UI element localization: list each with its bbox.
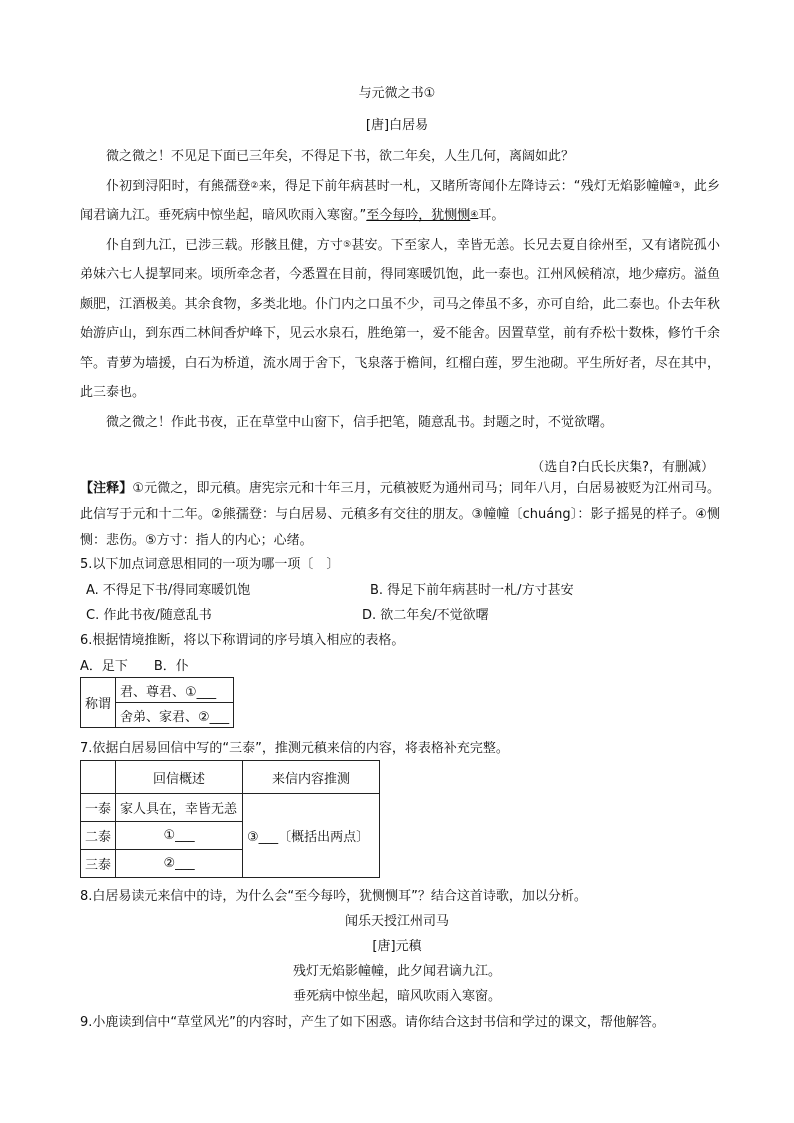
q7-header-inference: 来信内容推测 [243,761,380,794]
p3-text-b: 甚安。下至家人，幸皆无恙。长兄去夏自徐州至，又有诸院孤小弟妹六七人提挈同来。顷所牵念者，今悉置在目前，得同寒暖饥饱，此一泰也。江州风候稍凉，地少瘴疠。溢鱼颇肥，江酒极美。其余食物，多类北地。仆门内之口虽不少，司马之俸虽不多，亦可自给，此二泰也。仆去年秋始游庐山，到东西二林间香炉峰下，见云水泉石，胜绝第一，爱不能舍。因置草堂，前有乔松十数株，修竹千余竿。青萝为墙援，白石为桥道，流水周于舍下，飞泉落于檐间，红榴白莲，罗生池砌。平生所好者，尽在其中，此三泰也。 [80,237,720,400]
q7-header-blank [81,761,116,794]
poem-author: [唐]元稹 [372,939,422,954]
notes-block [80,476,720,554]
q9-stem: 9.小鹿读到信中“草堂风光”的内容时，产生了如下困惑。请你结合这封书信和学过的课文，帮他解答。 [80,1015,665,1030]
q6-table [80,677,234,728]
q7-header-summary: 回信概述 [116,761,243,794]
q7-row-2-label: 二泰 [81,822,116,850]
note-marker-2: ② [250,180,259,191]
q6-row-1: 君、尊君、①___ [116,678,234,703]
underlined-phrase: 至今每吟，犹恻恻 [366,208,471,223]
note-marker-4: ④ [470,210,479,220]
p2-text-b: 来，得足下前年病甚时一札，又睹所寄闻仆左降诗云：“残灯无焰影幢幢 [258,178,673,194]
q5-option-d: D. 欲二年矣/不觉欲曙 [362,608,489,623]
q5-option-a: A. 不得足下书/得同寒暖饥饱 [86,583,251,598]
q5-option-b: B. 得足下前年病甚时一札/方寸甚安 [370,583,574,598]
poem-line-2: 垂死病中惊坐起，暗风吹雨入寒窗。 [292,989,501,1004]
poem-title: 闻乐天授江州司马 [344,914,449,929]
q6-row-2: 舍弟、家君、②___ [116,703,234,728]
notes-label: 【注释】 [80,481,133,496]
p3-text-a: 仆自到九江，已涉三载。形骸且健，方寸 [106,237,344,253]
q7-row-2-value: ①___ [116,822,243,850]
note-marker-3: ③ [672,180,681,191]
paragraph-1: 微之微之！不见足下面已三年矣，不得足下书，欲二年矣，人生几何，离阔如此？ [106,149,575,164]
q7-row-3-value: ②___ [116,850,243,878]
q6-stem: 6.根据情境推断，将以下称谓词的序号填入相应的表格。 [80,633,405,648]
p2-text-a: 仆初到浔阳时，有熊孺登 [106,178,251,194]
q5-stem: 5.以下加点词意思相同的一项为哪一项〔 〕 [80,557,340,572]
p2-text-d: 耳。 [478,208,505,223]
q7-row-1-label: 一泰 [81,794,116,822]
document-title: 与元微之书① [358,86,436,101]
q6-table-label: 称谓 [81,678,116,728]
q7-row-1-value: 家人具在，幸皆无恙 [116,794,243,822]
source-note: （选自?白氏长庆集?，有删减） [531,460,714,475]
letter-body [80,142,720,437]
q6-options: A．足下 B．仆 [80,659,189,674]
q7-merged-cell: ③___〔概括出两点〕 [243,794,380,878]
paragraph-2 [80,172,720,231]
q7-table [80,760,380,878]
q7-row-3-label: 三泰 [81,850,116,878]
q8-stem: 8.白居易读元来信中的诗，为什么会“至今每吟，犹恻恻耳”？结合这首诗歌，加以分析。 [80,889,587,904]
notes-text: ①元微之，即元稹。唐宪宗元和十年三月，元稹被贬为通州司马；同年八月，白居易被贬为江州司马。此信写于元和十二年。②熊孺登：与白居易、元稹多有交往的朋友。③幢幢〔chuáng〕：影子摇晃的样子。④恻恻：悲伤。⑤方寸：指人的内心；心绪。 [80,481,720,548]
note-marker-5: ⑤ [343,239,352,250]
p2-text-c: ，此乡闻君谪九江。垂死病中惊坐起，暗风吹雨入寒窗。” [80,178,720,223]
paragraph-4: 微之微之！作此书夜，正在草堂中山窗下，信手把笔，随意乱书。封题之时，不觉欲曙。 [106,414,614,430]
poem-line-1: 残灯无焰影幢幢，此夕闻君谪九江。 [292,964,501,979]
q7-stem: 7.依据白居易回信中写的“三泰”，推测元稹来信的内容，将表格补充完整。 [80,741,509,756]
paragraph-3 [80,231,720,408]
author-line: [唐]白居易 [365,118,429,133]
q5-option-c: C. 作此书夜/随意乱书 [86,608,212,623]
